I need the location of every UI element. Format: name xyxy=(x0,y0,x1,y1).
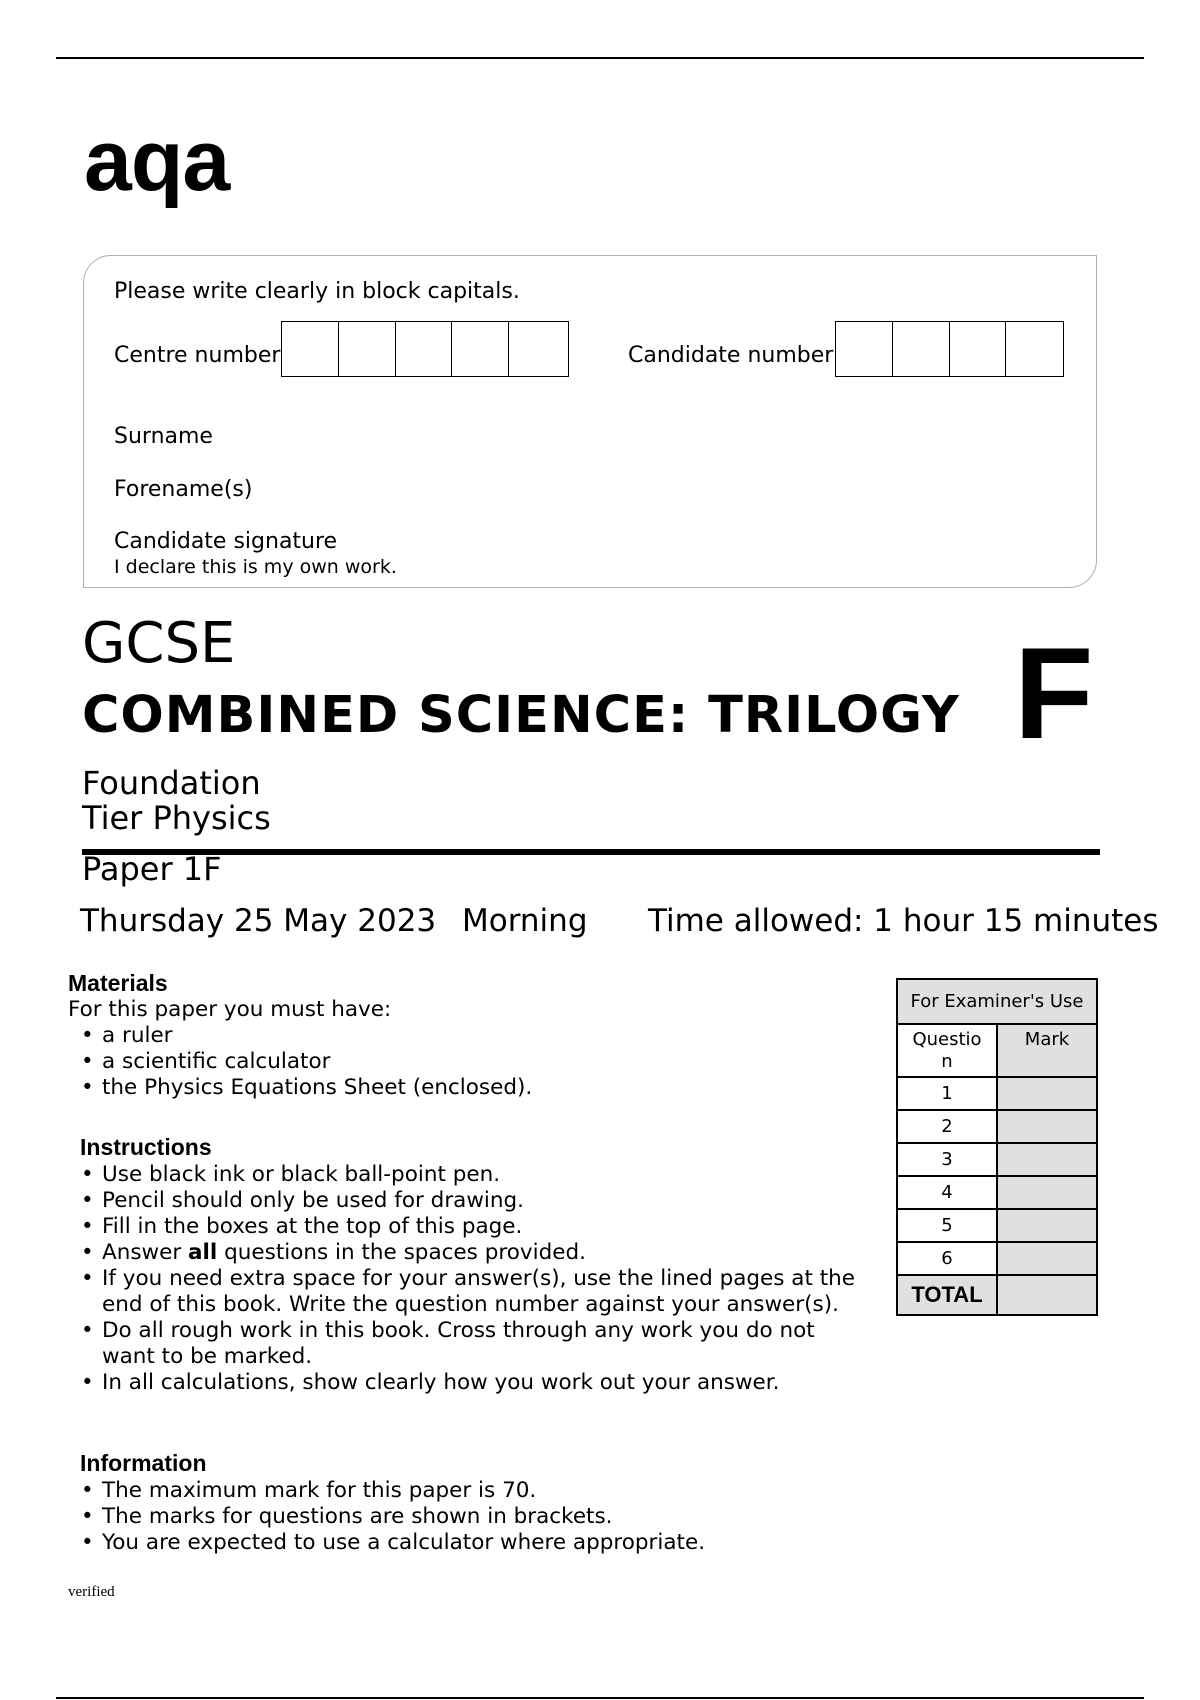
list-item: • In all calculations, show clearly how you work out your answer. xyxy=(68,1370,868,1396)
candidate-digit-box[interactable] xyxy=(836,322,893,376)
answer-all-text-start: Answer xyxy=(102,1240,189,1265)
list-item: • the Physics Equations Sheet (enclosed). xyxy=(68,1075,848,1101)
list-item: • Do all rough work in this book. Cross through any work you do not want to be marked. xyxy=(68,1318,868,1370)
mark-column-header: Mark xyxy=(997,1024,1097,1077)
list-item xyxy=(68,1240,868,1266)
aqa-logo: aqa xyxy=(84,113,230,209)
list-item: • Fill in the boxes at the top of this page. xyxy=(68,1214,868,1240)
information-section xyxy=(68,1452,868,1556)
verified-note: verified xyxy=(68,1584,115,1600)
candidate-digit-box[interactable] xyxy=(1006,322,1063,376)
candidate-digit-box[interactable] xyxy=(950,322,1007,376)
information-heading: Information xyxy=(80,1450,207,1476)
question-number: 1 xyxy=(897,1077,997,1110)
tier-line-2: Tier Physics xyxy=(82,799,271,837)
list-item: • The maximum mark for this paper is 70. xyxy=(68,1478,868,1504)
materials-section xyxy=(68,972,848,1101)
list-item: • a scientific calculator xyxy=(68,1049,848,1075)
signature-label: Candidate signature xyxy=(114,529,338,554)
total-label: TOTAL xyxy=(897,1275,997,1315)
centre-digit-box[interactable] xyxy=(396,322,453,376)
centre-digit-box[interactable] xyxy=(339,322,396,376)
list-item: • If you need extra space for your answer(s), use the lined pages at the end of this book. Write the question number against your answer(s). xyxy=(68,1266,868,1318)
subject-title: COMBINED SCIENCE: TRILOGY xyxy=(82,686,960,745)
list-item: • a ruler xyxy=(68,1023,848,1049)
time-allowed: Time allowed: 1 hour 15 minutes xyxy=(648,903,1159,939)
mark-cell xyxy=(997,1077,1097,1110)
materials-heading: Materials xyxy=(68,970,168,996)
examiner-use-table xyxy=(896,978,1098,1316)
question-number: 6 xyxy=(897,1242,997,1275)
centre-number-boxes[interactable] xyxy=(281,321,569,377)
centre-digit-box[interactable] xyxy=(452,322,509,376)
mark-cell xyxy=(997,1176,1097,1209)
instructions-section xyxy=(68,1136,868,1396)
candidate-number-label: Candidate number xyxy=(628,343,834,368)
exam-session: Morning xyxy=(462,903,588,939)
paper-title: Paper 1F xyxy=(82,850,222,888)
answer-all-bold-word: all xyxy=(188,1240,218,1265)
block-capitals-instruction: Please write clearly in block capitals. xyxy=(114,279,520,304)
list-item: • The marks for questions are shown in brackets. xyxy=(68,1504,868,1530)
title-rule xyxy=(82,849,1100,855)
qualification-title: GCSE xyxy=(82,611,236,676)
total-mark-cell xyxy=(997,1275,1097,1315)
declaration-text: I declare this is my own work. xyxy=(114,556,397,578)
mark-cell xyxy=(997,1143,1097,1176)
list-item: • Use black ink or black ball-point pen. xyxy=(68,1162,868,1188)
centre-digit-box[interactable] xyxy=(282,322,339,376)
candidate-digit-box[interactable] xyxy=(893,322,950,376)
question-number: 4 xyxy=(897,1176,997,1209)
tier-line-1: Foundation xyxy=(82,764,261,802)
mark-cell xyxy=(997,1242,1097,1275)
list-item: • Pencil should only be used for drawing. xyxy=(68,1188,868,1214)
instructions-heading: Instructions xyxy=(80,1134,212,1160)
materials-list xyxy=(68,1023,848,1101)
materials-intro: For this paper you must have: xyxy=(68,997,392,1022)
top-rule xyxy=(56,57,1144,59)
bottom-rule xyxy=(56,1697,1144,1699)
exam-date: Thursday 25 May 2023 xyxy=(80,903,437,939)
candidate-number-boxes[interactable] xyxy=(835,321,1064,377)
mark-cell xyxy=(997,1209,1097,1242)
question-column-header: Questio n xyxy=(897,1024,997,1077)
surname-label: Surname xyxy=(114,424,213,449)
information-list xyxy=(68,1478,868,1556)
question-number: 3 xyxy=(897,1143,997,1176)
tier-letter: F xyxy=(1014,620,1094,766)
instructions-list xyxy=(68,1162,868,1396)
tier-title xyxy=(82,766,271,836)
centre-number-label: Centre number xyxy=(114,343,281,368)
answer-all-text-end: questions in the spaces provided. xyxy=(217,1240,586,1265)
centre-digit-box[interactable] xyxy=(509,322,568,376)
question-number: 2 xyxy=(897,1110,997,1143)
mark-cell xyxy=(997,1110,1097,1143)
examiner-use-heading: For Examiner's Use xyxy=(897,979,1097,1024)
forename-label: Forename(s) xyxy=(114,477,253,502)
list-item: • You are expected to use a calculator where appropriate. xyxy=(68,1530,868,1556)
question-number: 5 xyxy=(897,1209,997,1242)
